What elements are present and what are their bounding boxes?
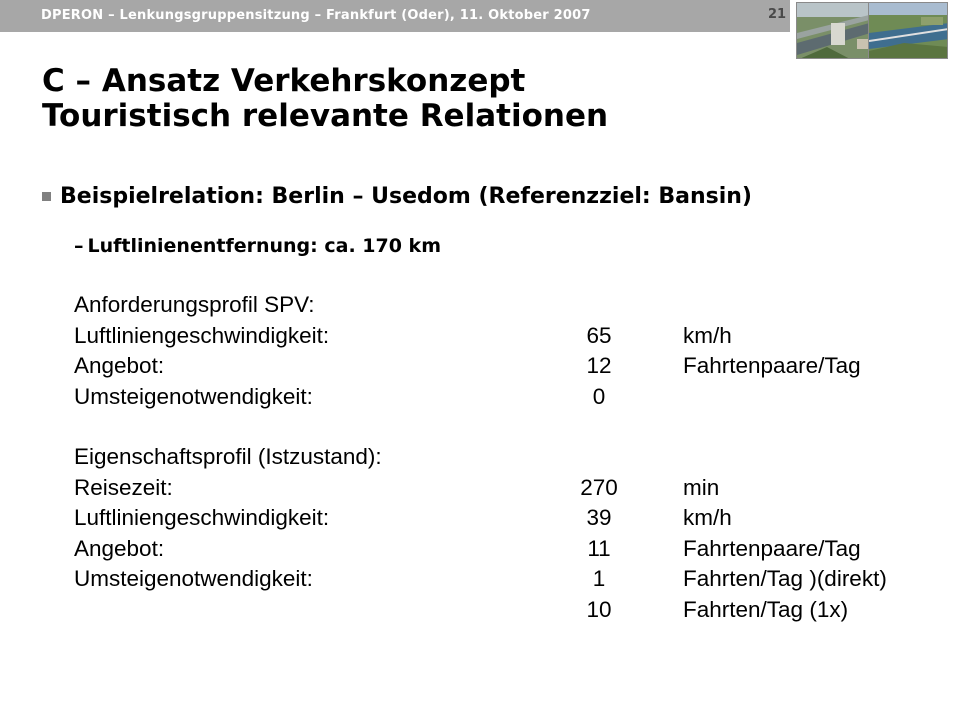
table-row (74, 595, 934, 626)
header-photo-river (868, 2, 948, 59)
table-row (74, 503, 934, 534)
profile-table (74, 290, 934, 625)
row-label: Luftliniengeschwindigkeit: (74, 505, 330, 530)
row-value: 12 (586, 353, 612, 378)
page-number: 21 (768, 7, 787, 22)
row-label: Luftliniengeschwindigkeit: (74, 322, 330, 348)
page-title (42, 64, 608, 134)
section-heading-text: Eigenschaftsprofil (Istzustand): (74, 444, 382, 469)
row-value: 1 (592, 566, 606, 591)
bullet-point (42, 184, 752, 209)
bridge-photo-icon (797, 3, 876, 59)
header-photo-bridge (796, 2, 876, 59)
table-row (74, 473, 934, 504)
row-label: Angebot: (74, 535, 165, 561)
title-line-2: Touristisch relevante Relationen (42, 98, 609, 134)
row-value: 39 (586, 505, 612, 530)
section-heading-anforderungsprofil (74, 290, 934, 321)
row-unit: Fahrten/Tag )(direkt) (683, 566, 887, 591)
table-row (74, 564, 934, 595)
row-unit: Fahrten/Tag (1x) (683, 596, 849, 622)
river-photo-icon (869, 3, 948, 59)
bullet-square-icon (42, 192, 51, 201)
section-heading-eigenschaftsprofil (74, 442, 934, 473)
row-unit: min (683, 474, 720, 500)
bullet-text: Beispielrelation: Berlin – Usedom (Referenzziel: Bansin) (60, 184, 752, 209)
table-row (74, 321, 934, 352)
row-value: 0 (592, 383, 606, 409)
row-label: Umsteigenotwendigkeit: (74, 383, 313, 409)
row-label: Reisezeit: (74, 474, 173, 500)
table-row (74, 382, 934, 413)
table-row (74, 534, 934, 565)
row-unit: km/h (683, 322, 732, 348)
sub-bullet-dash: – (74, 235, 84, 257)
row-unit: km/h (683, 505, 732, 530)
row-value: 65 (586, 322, 612, 348)
sub-bullet-point (74, 235, 441, 257)
row-unit: Fahrtenpaare/Tag (683, 535, 861, 561)
table-row (74, 351, 934, 382)
section-heading-text: Anforderungsprofil SPV: (74, 292, 315, 317)
header-title: DPERON – Lenkungsgruppensitzung – Frankfurt (Oder), 11. Oktober 2007 (41, 8, 591, 23)
row-unit: Fahrtenpaare/Tag (683, 353, 861, 378)
row-label: Angebot: (74, 353, 165, 378)
row-value: 10 (586, 596, 612, 622)
row-value: 11 (587, 535, 611, 561)
row-label: Umsteigenotwendigkeit: (74, 566, 313, 591)
title-line-1: C – Ansatz Verkehrskonzept (42, 63, 526, 99)
row-value: 270 (580, 474, 618, 500)
sub-bullet-text: Luftlinienentfernung: ca. 170 km (87, 235, 441, 257)
